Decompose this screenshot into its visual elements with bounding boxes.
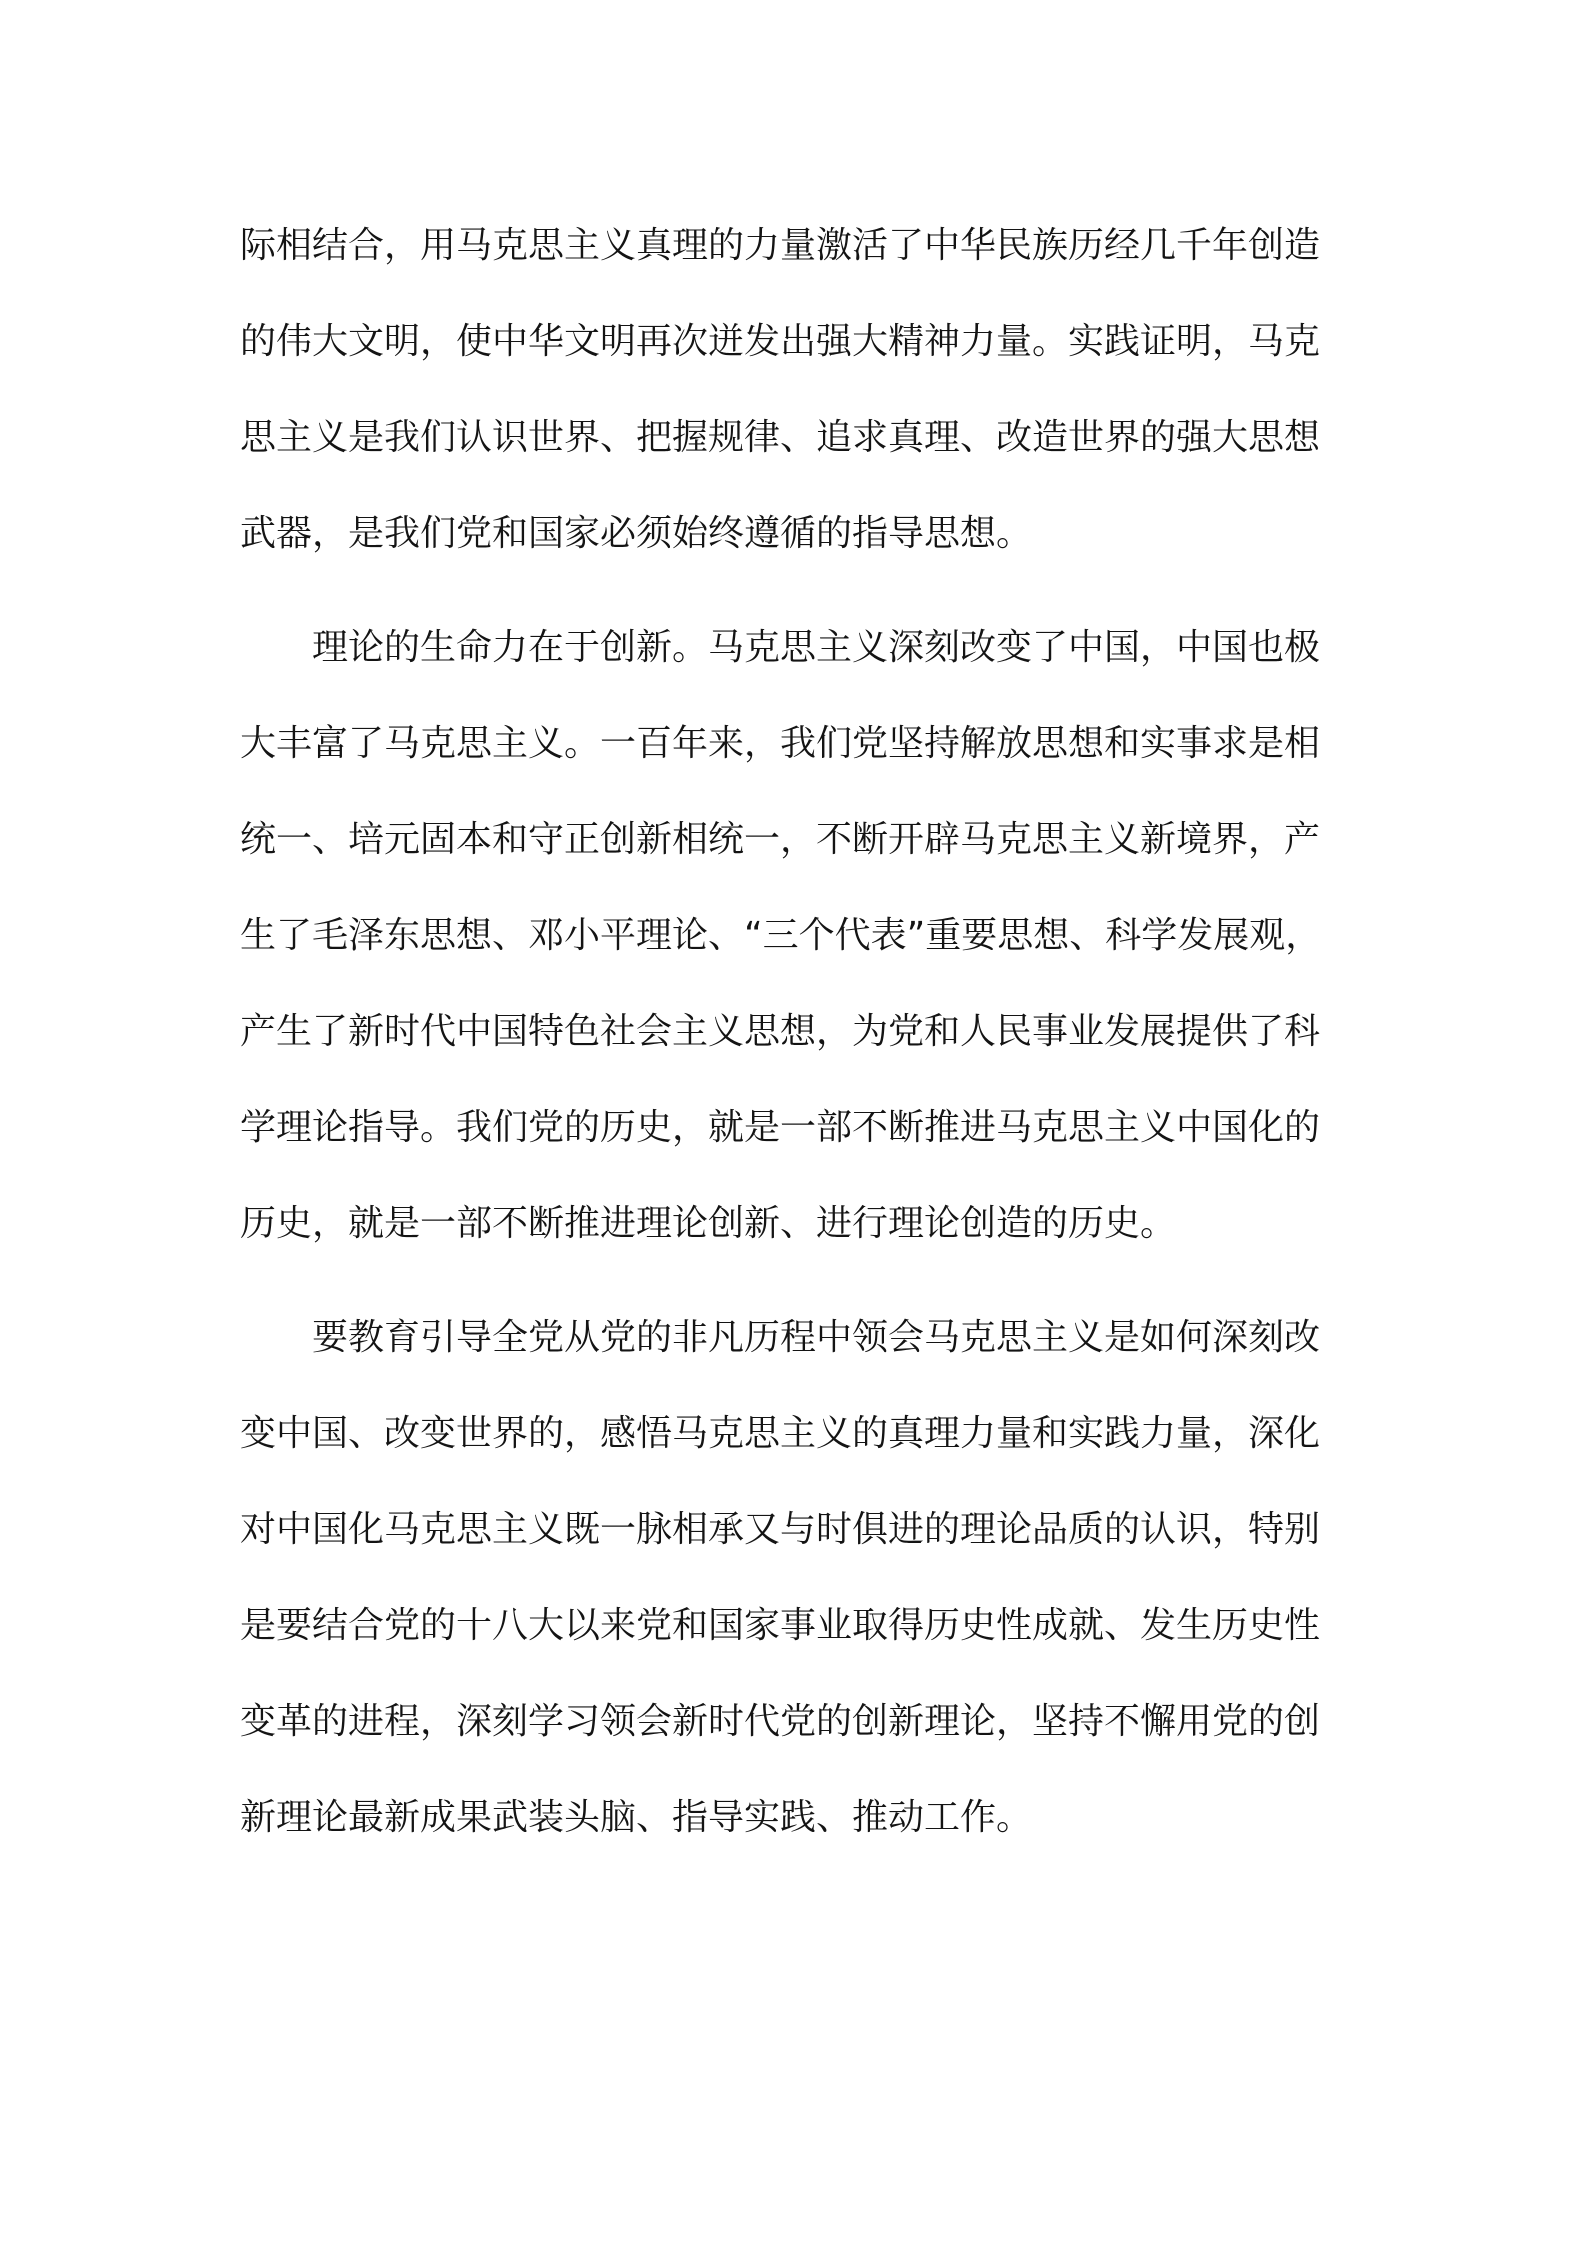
paragraph-2-line-3: 统一、培元固本和守正创新相统一，不断开辟马克思主义新境界，产 (240, 819, 1321, 860)
paragraph-1-line-2: 的伟大文明，使中华文明再次迸发出强大精神力量。实践证明，马克 (240, 321, 1321, 362)
paragraph-1-line-4: 武器，是我们党和国家必须始终遵循的指导思想。 (240, 513, 1033, 554)
paragraph-2-line-4: 生了毛泽东思想、邓小平理论、“三个代表”重要思想、科学发展观， (240, 915, 1322, 956)
paragraph-3-line-4: 是要结合党的十八大以来党和国家事业取得历史性成就、发生历史性 (240, 1605, 1321, 1646)
paragraph-3-line-3: 对中国化马克思主义既一脉相承又与时俱进的理论品质的认识，特别 (240, 1509, 1321, 1550)
paragraph-3-line-2: 变中国、改变世界的，感悟马克思主义的真理力量和实践力量，深化 (240, 1413, 1321, 1454)
paragraph-1-line-1: 际相结合，用马克思主义真理的力量激活了中华民族历经几千年创造 (240, 225, 1321, 266)
paragraph-2-line-5: 产生了新时代中国特色社会主义思想，为党和人民事业发展提供了科 (240, 1011, 1321, 1052)
paragraph-1-line-3: 思主义是我们认识世界、把握规律、追求真理、改造世界的强大思想 (240, 417, 1321, 458)
paragraph-3-line-1: 要教育引导全党从党的非凡历程中领会马克思主义是如何深刻改 (312, 1317, 1321, 1358)
paragraph-2-line-1: 理论的生命力在于创新。马克思主义深刻改变了中国，中国也极 (312, 627, 1321, 668)
paragraph-3-line-5: 变革的进程，深刻学习领会新时代党的创新理论，坚持不懈用党的创 (240, 1701, 1321, 1742)
paragraph-2-line-2: 大丰富了马克思主义。一百年来，我们党坚持解放思想和实事求是相 (240, 723, 1321, 764)
paragraph-2-line-6: 学理论指导。我们党的历史，就是一部不断推进马克思主义中国化的 (240, 1107, 1321, 1148)
paragraph-3-line-6: 新理论最新成果武装头脑、指导实践、推动工作。 (240, 1797, 1033, 1838)
paragraph-2-line-7: 历史，就是一部不断推进理论创新、进行理论创造的历史。 (240, 1203, 1177, 1244)
